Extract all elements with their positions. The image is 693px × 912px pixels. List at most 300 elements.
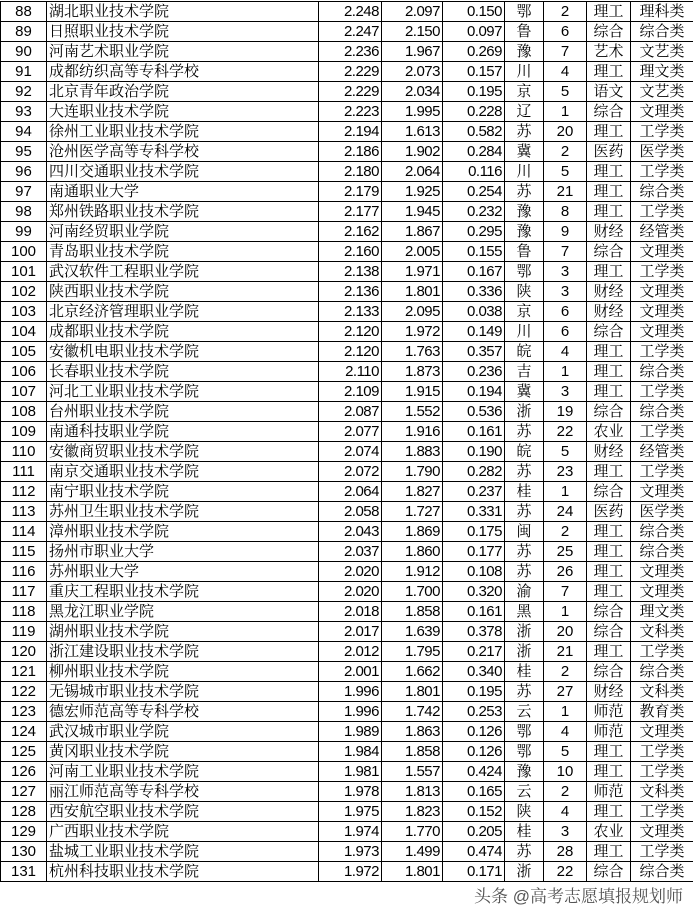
type-cell: 财经 <box>587 282 631 302</box>
school-name-cell: 漳州职业技术学院 <box>47 522 319 542</box>
school-name-cell: 河北工业职业技术学院 <box>47 382 319 402</box>
rank-cell: 105 <box>1 342 47 362</box>
category-cell: 教育类 <box>631 702 693 722</box>
school-name-cell: 苏州卫生职业技术学院 <box>47 502 319 522</box>
rank-cell: 106 <box>1 362 47 382</box>
school-name-cell: 沧州医学高等专科学校 <box>47 142 319 162</box>
school-name-cell: 丽江师范高等专科学校 <box>47 782 319 802</box>
type-cell: 理工 <box>587 582 631 602</box>
province-cell: 苏 <box>505 682 544 702</box>
school-name-cell: 郑州铁路职业技术学院 <box>47 202 319 222</box>
score-a-cell: 1.763 <box>382 342 443 362</box>
total-score-cell: 2.186 <box>319 142 382 162</box>
category-cell: 工学类 <box>631 762 693 782</box>
category-cell: 综合类 <box>631 522 693 542</box>
type-cell: 师范 <box>587 782 631 802</box>
province-rank-cell: 7 <box>544 582 587 602</box>
score-a-cell: 1.945 <box>382 202 443 222</box>
score-b-cell: 0.171 <box>443 862 505 882</box>
province-rank-cell: 6 <box>544 302 587 322</box>
score-a-cell: 1.795 <box>382 642 443 662</box>
school-name-cell: 杭州科技职业技术学院 <box>47 862 319 882</box>
province-cell: 浙 <box>505 862 544 882</box>
type-cell: 师范 <box>587 702 631 722</box>
school-name-cell: 成都职业技术学院 <box>47 322 319 342</box>
score-a-cell: 1.916 <box>382 422 443 442</box>
score-a-cell: 1.813 <box>382 782 443 802</box>
score-b-cell: 0.237 <box>443 482 505 502</box>
table-row <box>1 482 693 502</box>
school-name-cell: 安徽商贸职业技术学院 <box>47 442 319 462</box>
school-name-cell: 南京交通职业技术学院 <box>47 462 319 482</box>
score-b-cell: 0.161 <box>443 602 505 622</box>
category-cell: 文科类 <box>631 682 693 702</box>
category-cell: 工学类 <box>631 742 693 762</box>
school-name-cell: 湖北职业技术学院 <box>47 2 319 22</box>
school-name-cell: 无锡城市职业技术学院 <box>47 682 319 702</box>
type-cell: 理工 <box>587 62 631 82</box>
table-row <box>1 542 693 562</box>
type-cell: 财经 <box>587 682 631 702</box>
score-b-cell: 0.108 <box>443 562 505 582</box>
score-b-cell: 0.177 <box>443 542 505 562</box>
table-row <box>1 502 693 522</box>
school-name-cell: 武汉城市职业学院 <box>47 722 319 742</box>
rank-cell: 126 <box>1 762 47 782</box>
school-name-cell: 南通科技职业学院 <box>47 422 319 442</box>
score-b-cell: 0.195 <box>443 82 505 102</box>
category-cell: 文理类 <box>631 562 693 582</box>
total-score-cell: 2.077 <box>319 422 382 442</box>
score-b-cell: 0.190 <box>443 442 505 462</box>
province-cell: 苏 <box>505 842 544 862</box>
score-a-cell: 1.742 <box>382 702 443 722</box>
score-a-cell: 1.727 <box>382 502 443 522</box>
score-b-cell: 0.236 <box>443 362 505 382</box>
type-cell: 综合 <box>587 622 631 642</box>
province-rank-cell: 2 <box>544 522 587 542</box>
province-cell: 苏 <box>505 122 544 142</box>
score-a-cell: 1.971 <box>382 262 443 282</box>
type-cell: 综合 <box>587 102 631 122</box>
score-b-cell: 0.282 <box>443 462 505 482</box>
total-score-cell: 2.074 <box>319 442 382 462</box>
province-rank-cell: 3 <box>544 262 587 282</box>
table-row <box>1 262 693 282</box>
total-score-cell: 2.087 <box>319 402 382 422</box>
total-score-cell: 1.981 <box>319 762 382 782</box>
score-b-cell: 0.167 <box>443 262 505 282</box>
rank-cell: 103 <box>1 302 47 322</box>
type-cell: 理工 <box>587 262 631 282</box>
table-row <box>1 2 693 22</box>
rank-cell: 121 <box>1 662 47 682</box>
score-a-cell: 1.827 <box>382 482 443 502</box>
category-cell: 文科类 <box>631 622 693 642</box>
table-row <box>1 422 693 442</box>
table-row <box>1 742 693 762</box>
rank-cell: 96 <box>1 162 47 182</box>
score-b-cell: 0.217 <box>443 642 505 662</box>
rank-cell: 111 <box>1 462 47 482</box>
table-row <box>1 602 693 622</box>
province-cell: 冀 <box>505 142 544 162</box>
score-b-cell: 0.254 <box>443 182 505 202</box>
type-cell: 理工 <box>587 202 631 222</box>
total-score-cell: 2.180 <box>319 162 382 182</box>
table-row <box>1 242 693 262</box>
province-rank-cell: 9 <box>544 222 587 242</box>
score-a-cell: 1.912 <box>382 562 443 582</box>
table-row <box>1 102 693 122</box>
rank-cell: 109 <box>1 422 47 442</box>
school-name-cell: 台州职业技术学院 <box>47 402 319 422</box>
category-cell: 工学类 <box>631 462 693 482</box>
province-rank-cell: 6 <box>544 22 587 42</box>
province-rank-cell: 4 <box>544 342 587 362</box>
rank-cell: 95 <box>1 142 47 162</box>
score-a-cell: 1.915 <box>382 382 443 402</box>
province-cell: 辽 <box>505 102 544 122</box>
score-a-cell: 2.095 <box>382 302 443 322</box>
school-name-cell: 河南艺术职业学院 <box>47 42 319 62</box>
province-cell: 皖 <box>505 342 544 362</box>
type-cell: 综合 <box>587 242 631 262</box>
category-cell: 工学类 <box>631 202 693 222</box>
score-b-cell: 0.149 <box>443 322 505 342</box>
category-cell: 工学类 <box>631 382 693 402</box>
total-score-cell: 2.058 <box>319 502 382 522</box>
province-cell: 川 <box>505 62 544 82</box>
score-a-cell: 1.858 <box>382 602 443 622</box>
table-row <box>1 42 693 62</box>
rank-cell: 120 <box>1 642 47 662</box>
score-a-cell: 2.073 <box>382 62 443 82</box>
school-name-cell: 黄冈职业技术学院 <box>47 742 319 762</box>
school-name-cell: 四川交通职业技术学院 <box>47 162 319 182</box>
province-rank-cell: 22 <box>544 862 587 882</box>
score-a-cell: 2.097 <box>382 2 443 22</box>
score-a-cell: 1.863 <box>382 722 443 742</box>
rank-cell: 88 <box>1 2 47 22</box>
province-cell: 云 <box>505 702 544 722</box>
province-rank-cell: 1 <box>544 482 587 502</box>
province-rank-cell: 4 <box>544 62 587 82</box>
category-cell: 工学类 <box>631 642 693 662</box>
total-score-cell: 2.160 <box>319 242 382 262</box>
total-score-cell: 2.037 <box>319 542 382 562</box>
table-row <box>1 682 693 702</box>
province-cell: 京 <box>505 82 544 102</box>
score-a-cell: 1.925 <box>382 182 443 202</box>
rank-cell: 89 <box>1 22 47 42</box>
score-b-cell: 0.378 <box>443 622 505 642</box>
score-b-cell: 0.424 <box>443 762 505 782</box>
score-a-cell: 1.662 <box>382 662 443 682</box>
school-name-cell: 德宏师范高等专科学校 <box>47 702 319 722</box>
type-cell: 理工 <box>587 382 631 402</box>
total-score-cell: 2.120 <box>319 342 382 362</box>
total-score-cell: 2.194 <box>319 122 382 142</box>
score-b-cell: 0.474 <box>443 842 505 862</box>
type-cell: 理工 <box>587 762 631 782</box>
type-cell: 艺术 <box>587 42 631 62</box>
total-score-cell: 2.001 <box>319 662 382 682</box>
type-cell: 财经 <box>587 442 631 462</box>
total-score-cell: 2.110 <box>319 362 382 382</box>
rank-cell: 100 <box>1 242 47 262</box>
table-row <box>1 182 693 202</box>
type-cell: 综合 <box>587 662 631 682</box>
score-a-cell: 1.801 <box>382 682 443 702</box>
score-b-cell: 0.175 <box>443 522 505 542</box>
table-row <box>1 402 693 422</box>
score-b-cell: 0.269 <box>443 42 505 62</box>
category-cell: 综合类 <box>631 22 693 42</box>
total-score-cell: 1.996 <box>319 702 382 722</box>
province-rank-cell: 6 <box>544 322 587 342</box>
province-cell: 苏 <box>505 422 544 442</box>
score-a-cell: 1.860 <box>382 542 443 562</box>
province-cell: 桂 <box>505 822 544 842</box>
table-row <box>1 802 693 822</box>
type-cell: 理工 <box>587 362 631 382</box>
province-cell: 苏 <box>505 562 544 582</box>
province-rank-cell: 3 <box>544 382 587 402</box>
type-cell: 农业 <box>587 422 631 442</box>
rank-cell: 117 <box>1 582 47 602</box>
table-row <box>1 822 693 842</box>
total-score-cell: 2.020 <box>319 582 382 602</box>
province-rank-cell: 8 <box>544 202 587 222</box>
rank-cell: 104 <box>1 322 47 342</box>
category-cell: 文理类 <box>631 322 693 342</box>
province-cell: 鄂 <box>505 262 544 282</box>
category-cell: 文理类 <box>631 582 693 602</box>
score-a-cell: 1.869 <box>382 522 443 542</box>
school-name-cell: 日照职业技术学院 <box>47 22 319 42</box>
province-cell: 陕 <box>505 282 544 302</box>
table-row <box>1 582 693 602</box>
province-cell: 云 <box>505 782 544 802</box>
school-name-cell: 长春职业技术学院 <box>47 362 319 382</box>
table-row <box>1 202 693 222</box>
score-a-cell: 1.700 <box>382 582 443 602</box>
score-b-cell: 0.536 <box>443 402 505 422</box>
category-cell: 综合类 <box>631 542 693 562</box>
province-cell: 鲁 <box>505 242 544 262</box>
table-row <box>1 382 693 402</box>
total-score-cell: 2.177 <box>319 202 382 222</box>
category-cell: 文艺类 <box>631 82 693 102</box>
type-cell: 医药 <box>587 502 631 522</box>
table-row <box>1 282 693 302</box>
school-name-cell: 大连职业技术学院 <box>47 102 319 122</box>
school-name-cell: 苏州职业大学 <box>47 562 319 582</box>
school-name-cell: 扬州市职业大学 <box>47 542 319 562</box>
total-score-cell: 1.996 <box>319 682 382 702</box>
school-name-cell: 柳州职业技术学院 <box>47 662 319 682</box>
type-cell: 综合 <box>587 402 631 422</box>
category-cell: 工学类 <box>631 162 693 182</box>
school-name-cell: 南宁职业技术学院 <box>47 482 319 502</box>
type-cell: 理工 <box>587 162 631 182</box>
school-name-cell: 北京经济管理职业学院 <box>47 302 319 322</box>
province-cell: 闽 <box>505 522 544 542</box>
total-score-cell: 2.162 <box>319 222 382 242</box>
school-name-cell: 青岛职业技术学院 <box>47 242 319 262</box>
category-cell: 工学类 <box>631 342 693 362</box>
score-b-cell: 0.582 <box>443 122 505 142</box>
province-cell: 皖 <box>505 442 544 462</box>
table-row <box>1 622 693 642</box>
watermark: 头条 @高考志愿填报规划师 <box>0 882 693 912</box>
province-rank-cell: 2 <box>544 782 587 802</box>
province-rank-cell: 19 <box>544 402 587 422</box>
score-a-cell: 1.613 <box>382 122 443 142</box>
table-row <box>1 222 693 242</box>
score-a-cell: 1.995 <box>382 102 443 122</box>
school-name-cell: 安徽机电职业技术学院 <box>47 342 319 362</box>
school-name-cell: 北京青年政治学院 <box>47 82 319 102</box>
score-a-cell: 1.801 <box>382 862 443 882</box>
table-row <box>1 142 693 162</box>
type-cell: 理工 <box>587 562 631 582</box>
type-cell: 综合 <box>587 602 631 622</box>
category-cell: 工学类 <box>631 422 693 442</box>
province-rank-cell: 5 <box>544 442 587 462</box>
rank-cell: 92 <box>1 82 47 102</box>
type-cell: 理工 <box>587 462 631 482</box>
score-b-cell: 0.205 <box>443 822 505 842</box>
table-row <box>1 462 693 482</box>
province-cell: 桂 <box>505 482 544 502</box>
province-rank-cell: 1 <box>544 102 587 122</box>
category-cell: 医学类 <box>631 502 693 522</box>
rank-cell: 127 <box>1 782 47 802</box>
score-a-cell: 2.005 <box>382 242 443 262</box>
table-row <box>1 842 693 862</box>
rank-cell: 102 <box>1 282 47 302</box>
total-score-cell: 2.018 <box>319 602 382 622</box>
score-b-cell: 0.038 <box>443 302 505 322</box>
rank-cell: 113 <box>1 502 47 522</box>
score-b-cell: 0.195 <box>443 682 505 702</box>
rank-cell: 114 <box>1 522 47 542</box>
score-b-cell: 0.320 <box>443 582 505 602</box>
school-name-cell: 陕西职业技术学院 <box>47 282 319 302</box>
school-name-cell: 西安航空职业技术学院 <box>47 802 319 822</box>
province-rank-cell: 24 <box>544 502 587 522</box>
category-cell: 综合类 <box>631 182 693 202</box>
province-rank-cell: 25 <box>544 542 587 562</box>
total-score-cell: 2.229 <box>319 62 382 82</box>
rank-cell: 125 <box>1 742 47 762</box>
province-cell: 吉 <box>505 362 544 382</box>
total-score-cell: 2.136 <box>319 282 382 302</box>
type-cell: 理工 <box>587 842 631 862</box>
rank-cell: 128 <box>1 802 47 822</box>
province-cell: 陕 <box>505 802 544 822</box>
school-name-cell: 黑龙江职业学院 <box>47 602 319 622</box>
type-cell: 财经 <box>587 302 631 322</box>
total-score-cell: 2.012 <box>319 642 382 662</box>
type-cell: 农业 <box>587 822 631 842</box>
province-cell: 川 <box>505 162 544 182</box>
province-cell: 鲁 <box>505 22 544 42</box>
rank-cell: 131 <box>1 862 47 882</box>
table-row <box>1 722 693 742</box>
total-score-cell: 2.133 <box>319 302 382 322</box>
province-cell: 苏 <box>505 182 544 202</box>
type-cell: 理工 <box>587 522 631 542</box>
score-a-cell: 1.867 <box>382 222 443 242</box>
category-cell: 文艺类 <box>631 42 693 62</box>
province-rank-cell: 2 <box>544 662 587 682</box>
rank-cell: 119 <box>1 622 47 642</box>
rank-cell: 99 <box>1 222 47 242</box>
province-rank-cell: 22 <box>544 422 587 442</box>
total-score-cell: 2.248 <box>319 2 382 22</box>
province-cell: 豫 <box>505 42 544 62</box>
rank-cell: 115 <box>1 542 47 562</box>
school-name-cell: 湖州职业技术学院 <box>47 622 319 642</box>
table-row <box>1 642 693 662</box>
score-b-cell: 0.284 <box>443 142 505 162</box>
score-a-cell: 1.902 <box>382 142 443 162</box>
category-cell: 文理类 <box>631 302 693 322</box>
school-name-cell: 浙江建设职业技术学院 <box>47 642 319 662</box>
total-score-cell: 2.120 <box>319 322 382 342</box>
score-a-cell: 2.150 <box>382 22 443 42</box>
total-score-cell: 2.236 <box>319 42 382 62</box>
total-score-cell: 2.223 <box>319 102 382 122</box>
score-b-cell: 0.161 <box>443 422 505 442</box>
score-b-cell: 0.340 <box>443 662 505 682</box>
score-b-cell: 0.126 <box>443 742 505 762</box>
province-rank-cell: 28 <box>544 842 587 862</box>
type-cell: 综合 <box>587 482 631 502</box>
score-a-cell: 1.801 <box>382 282 443 302</box>
province-rank-cell: 5 <box>544 162 587 182</box>
category-cell: 文理类 <box>631 722 693 742</box>
school-name-cell: 重庆工程职业技术学院 <box>47 582 319 602</box>
score-a-cell: 1.639 <box>382 622 443 642</box>
province-cell: 鄂 <box>505 722 544 742</box>
category-cell: 理文类 <box>631 62 693 82</box>
table-row <box>1 762 693 782</box>
province-rank-cell: 23 <box>544 462 587 482</box>
category-cell: 文理类 <box>631 242 693 262</box>
province-cell: 浙 <box>505 402 544 422</box>
total-score-cell: 2.247 <box>319 22 382 42</box>
total-score-cell: 2.138 <box>319 262 382 282</box>
category-cell: 理科类 <box>631 2 693 22</box>
score-a-cell: 2.034 <box>382 82 443 102</box>
total-score-cell: 2.179 <box>319 182 382 202</box>
rank-cell: 108 <box>1 402 47 422</box>
table-row <box>1 442 693 462</box>
category-cell: 理文类 <box>631 602 693 622</box>
rank-cell: 112 <box>1 482 47 502</box>
score-b-cell: 0.157 <box>443 62 505 82</box>
table-row <box>1 302 693 322</box>
table-row <box>1 62 693 82</box>
province-rank-cell: 1 <box>544 602 587 622</box>
score-b-cell: 0.165 <box>443 782 505 802</box>
score-b-cell: 0.097 <box>443 22 505 42</box>
total-score-cell: 1.972 <box>319 862 382 882</box>
